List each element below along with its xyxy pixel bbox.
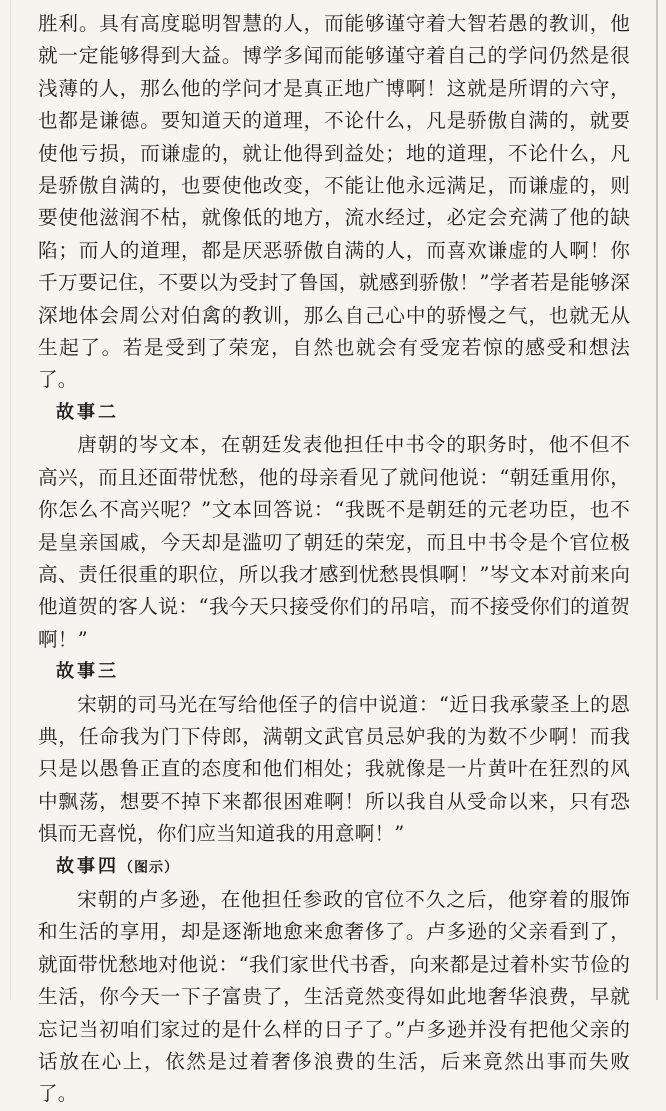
heading-story-four [38,851,630,884]
heading-story-four-text: 故事四 [56,855,119,877]
paragraph-story-three: 宋朝的司马光在写给他侄子的信中说道：“近日我承蒙圣上的恩典，任命我为门下侍郎，满朝文武官员忌妒我的为数不少啊！而我只是以愚鲁正直的态度和他们相处；我就像是一片黄叶在狂烈的风中飘荡，想要不掉下来都很困难啊！所以我自从受命以来，只有恐惧而无喜悦，你们应当知道我的用意啊！” [38,692,630,846]
heading-story-three-text: 故事三 [56,661,119,683]
heading-story-two [38,397,630,429]
heading-story-two-text: 故事二 [56,401,119,423]
paragraph-story-two: 唐朝的岑文本，在朝廷发表他担任中书令的职务时，他不但不高兴，而且还面带忧愁，他的母亲看见了就问他说：“朝廷重用你，你怎么不高兴呢？”文本回答说：“我既不是朝廷的元老功臣，也不是皇亲国戚，今天却是滥叨了朝廷的荣宠，而且中书令是个官位极高、责任很重的职位，所以我才感到忧愁畏惧啊！”岑文本对前来向他道贺的客人说：“我今天只接受你们的吊唁，而不接受你们的道贺啊！” [38,433,630,651]
paragraph-intro-continuation: 胜利。具有高度聪明智慧的人，而能够谨守着大智若愚的教训，他就一定能够得到大益。博学多闻而能够谨守着自己的学问仍然是很浅薄的人，那么他的学问才是真正地广博啊！这就是所谓的六守，也都是谦德。要知道天的道理，不论什么，凡是骄傲自满的，就要使他亏损，而谦虚的，就让他得到益处；地的道理，不论什么，凡是骄傲自满的，也要使他改变，不能让他永远满足，而谦虚的，则要使他滋润不枯，就像低的地方，流水经过，必定会充满了他的缺陷；而人的道理，都是厌恶骄傲自满的人，而喜欢谦虚的人啊！你千万要记住，不要以为受封了鲁国，就感到骄傲！”学者若是能够深深地体会周公对伯禽的教训，那么自己心中的骄慢之气，也就无从生起了。若是受到了荣宠，自然也就会有受宠若惊的感受和想法了。 [38,12,630,392]
heading-story-three [38,656,630,688]
heading-story-four-note: （图示） [119,859,179,876]
paragraph-story-four: 宋朝的卢多逊，在他担任参政的官位不久之后，他穿着的服饰和生活的享用，却是逐渐地愈来愈奢侈了。卢多逊的父亲看到了，就面带忧愁地对他说：“我们家世代书香，向来都是过着朴实节俭的生活，你今天一下子富贵了，生活竟然变得如此地奢华浪费，早就忘记当初咱们家过的是什么样的日子了。”卢多逊并没有把他父亲的话放在心上，依然是过着奢侈浪费的生活，后来竟然出事而失败了。 [38,887,630,1106]
